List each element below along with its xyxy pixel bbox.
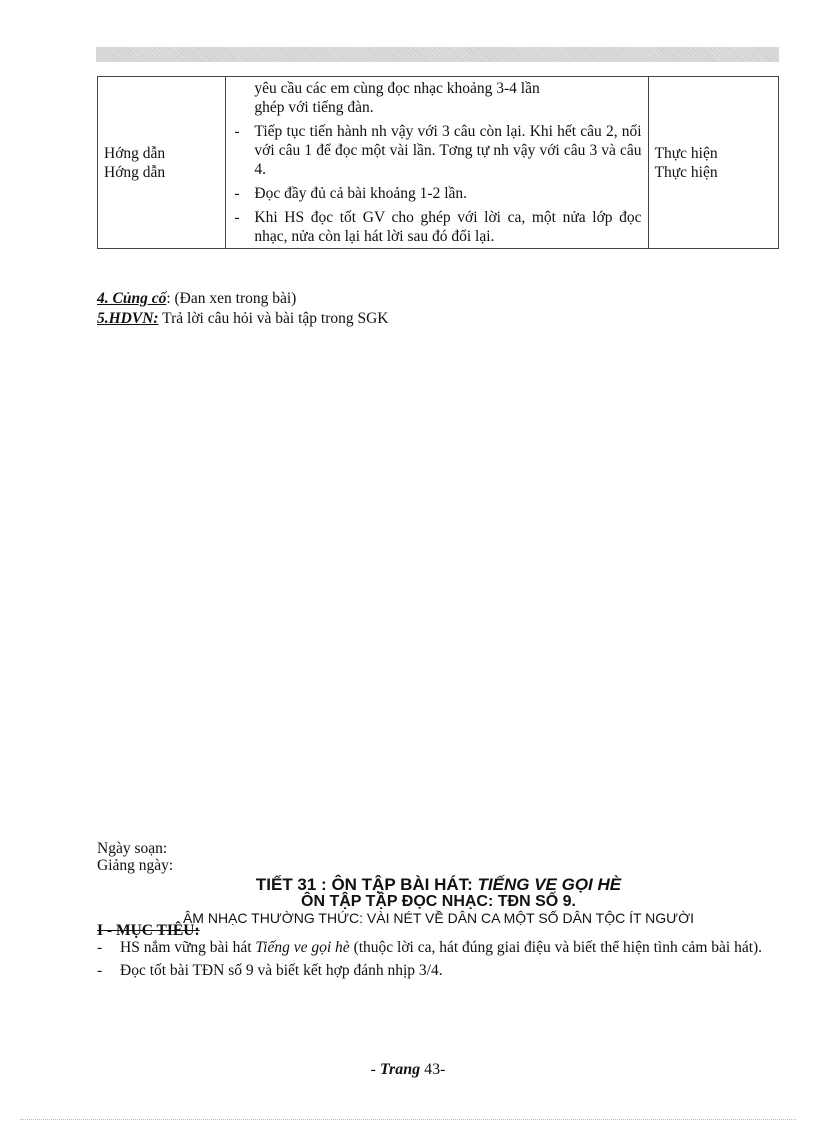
lesson-title <box>97 876 780 926</box>
list-dash: - <box>97 962 103 979</box>
student-activity-line: Thực hiện <box>654 144 718 162</box>
objective-text: Đọc tốt bài TĐN số 9 và biết kết hợp đánh nhịp 3/4. <box>120 962 443 979</box>
step-text: Đọc đầy đủ cả bài khoảng 1-2 lần. <box>254 185 468 202</box>
step-text: Tiếp tục tiến hành nh vậy với 3 câu còn lại. Khi hết câu 2, nối với câu 1 để đọc một vài lần. Tơng tự nh vậy với câu 3 và câu 4. <box>254 123 642 178</box>
student-activity-cell <box>648 77 778 249</box>
list-dash: - <box>97 939 103 956</box>
lesson-notes <box>97 289 389 329</box>
list-dash: - <box>234 123 240 140</box>
title-prefix: TIẾT 31 : ÔN TẬP BÀI HÁT: <box>255 875 478 894</box>
review-text: : (Đan xen trong bài) <box>166 290 297 307</box>
page-bottom-rule <box>20 1119 796 1120</box>
title-line-3: ÂM NHẠC THƯỜNG THỨC: VÀI NÉT VỀ DÂN CA MỘT SỐ DÂN TỘC ÍT NGƯỜI <box>182 910 695 926</box>
step-text: Khi HS đọc tốt GV cho ghép với lời ca, một nửa lớp đọc nhạc, nửa còn lại hát lời sau đó đổi lại. <box>254 209 642 245</box>
list-item <box>97 939 780 956</box>
page-footer <box>0 1061 816 1079</box>
homework-text: Trả lời câu hỏi và bài tập trong SGK <box>158 310 389 327</box>
footer-prefix: - <box>370 1061 380 1078</box>
intro-line: ghép với tiếng đàn. <box>254 99 374 116</box>
teacher-activity-line: Hớng dẫn <box>104 144 166 162</box>
homework-note <box>97 309 389 329</box>
list-item <box>230 208 641 246</box>
content-cell <box>226 77 648 249</box>
list-dash: - <box>234 185 240 202</box>
list-item <box>230 122 641 179</box>
objectives-list <box>97 939 780 985</box>
header-pattern-bar <box>96 47 779 62</box>
page-number: 43- <box>420 1061 446 1078</box>
intro-paragraph <box>230 79 641 117</box>
lesson-table <box>97 76 779 249</box>
prepared-date-label: Ngày soạn: <box>97 840 168 857</box>
title-line-2: ÔN TẬP TẬP ĐỌC NHẠC: TĐN SỐ 9. <box>301 893 576 910</box>
student-activity-line: Thực hiện <box>654 163 718 181</box>
section-heading: I - MỤC TIÊU: <box>97 922 200 939</box>
teacher-activity-line: Hớng dẫn <box>104 163 166 181</box>
date-fields <box>97 840 173 874</box>
review-note <box>97 289 389 309</box>
list-item <box>230 184 641 203</box>
review-label: 4. Củng cố <box>97 290 167 307</box>
objective-text: HS nắm vững bài hát <box>120 939 256 956</box>
table-row <box>98 77 779 249</box>
title-line-1 <box>97 876 780 894</box>
list-dash: - <box>234 209 240 226</box>
objective-song: Tiếng ve gọi hè <box>255 939 350 956</box>
teaching-date-label: Giảng ngày: <box>97 857 174 874</box>
footer-word: Trang <box>379 1061 421 1078</box>
homework-label: 5.HDVN: <box>97 310 159 327</box>
objective-text-after: (thuộc lời ca, hát đúng giai điệu và biết thể hiện tình cảm bài hát). <box>349 939 763 956</box>
intro-line: yêu cầu các em cùng đọc nhạc khoảng 3-4 lần <box>254 80 540 97</box>
teacher-activity-cell <box>98 77 226 249</box>
title-song: TIẾNG VE GỌI HÈ <box>477 875 622 894</box>
list-item <box>97 962 780 979</box>
